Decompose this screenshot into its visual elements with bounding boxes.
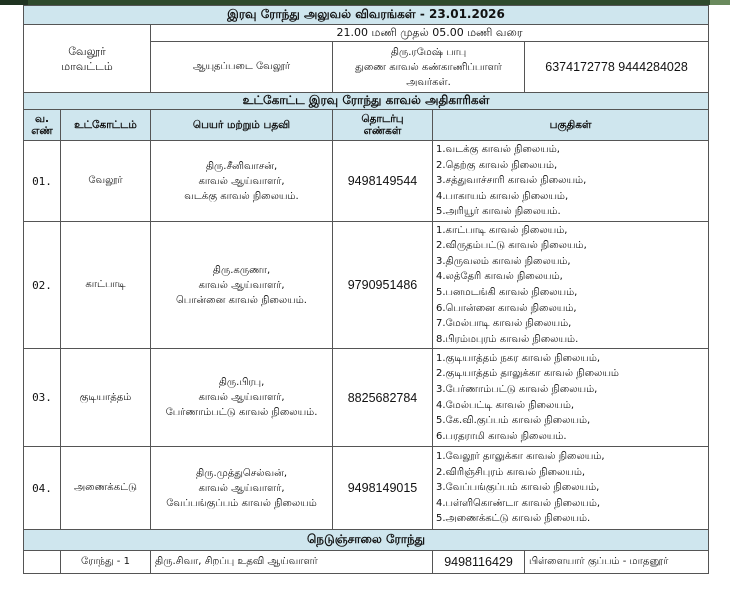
area-item: 3.பேர்ணாம்பட்டு காவல் நிலையம், [436,383,598,395]
area-item: 7.மேல்பாடி காவல் நிலையம், [436,318,572,330]
row-phone: 9790951486 [333,222,433,349]
row-officer-station: வடக்கு காவல் நிலையம். [184,190,299,202]
photo-strip-right [710,0,730,5]
time-range: 21.00 மணி முதல் 05.00 மணி வரை [151,25,709,42]
row-subdivision: அணைக்கட்டு [61,447,151,530]
col-sno-line1: வ. [34,113,50,125]
row-areas [433,447,709,530]
area-item: 5.கே.வி.குப்பம் காவல் நிலையம், [436,415,591,427]
time-row [24,25,709,42]
night-patrol-table [23,5,709,574]
row-sno: 02. [24,222,61,349]
row-subdivision: குடியாத்தம் [61,349,151,447]
row-officer [151,447,333,530]
area-item: 3.சத்துவாச்சாரி காவல் நிலையம், [436,175,587,187]
area-item: 4.பாகாயம் காவல் நிலையம், [436,190,569,202]
highway-title: நெடுஞ்சாலை ரோந்து [24,530,709,551]
district-cell [24,25,151,93]
highway-area: பிள்ளையார் குப்பம் - மாதனூர் [525,551,709,574]
row-officer-station: பொன்னை காவல் நிலையம். [175,294,307,306]
col-contact-line2: எண்கள் [363,125,402,137]
table-row [24,349,709,447]
officer-post: துணை காவல் கண்காணிப்பாளர் [355,61,502,73]
row-officer-post: காவல் ஆய்வாளர், [198,175,285,187]
row-areas [433,349,709,447]
col-areas: பகுதிகள் [433,110,709,141]
area-item: 5.பனமடங்கி காவல் நிலையம், [436,287,578,298]
row-sno: 04. [24,447,61,530]
area-item: 4.பள்ளிகொண்டா காவல் நிலையம், [436,497,601,509]
section-title: உட்கோட்ட இரவு ரோந்து காவல் அதிகாரிகள் [24,93,709,110]
column-header-row [24,110,709,141]
row-subdivision: காட்பாடி [61,222,151,349]
col-name-post: பெயர் மற்றும் பதவி [151,110,333,141]
district-name: வேலூர் [68,44,106,58]
row-officer-name: திரு.முத்துசெல்வன், [196,467,287,479]
page-title: இரவு ரோந்து அலுவல் விவரங்கள் - 23.01.2026 [24,6,709,25]
area-item: 4.லத்தேரி காவல் நிலையம், [436,271,563,283]
officer-name: திரு.ரமேஷ் பாபு [390,46,467,58]
area-item: 6.பரதராமி காவல் நிலையம். [436,430,567,442]
row-officer [151,349,333,447]
section-title-row [24,93,709,110]
highway-officer: திரு.சிவா, சிறப்பு உதவி ஆய்வாளர் [151,551,433,574]
officer-phones: 6374172778 9444284028 [525,42,709,93]
row-officer-name: திரு.பிரபு, [218,377,265,388]
area-item: 1.குடியாத்தம் நகர காவல் நிலையம், [436,352,601,364]
row-areas [433,222,709,349]
highway-label: ரோந்து - 1 [61,551,151,574]
col-sno [24,110,61,141]
row-phone: 9498149544 [333,141,433,222]
officer-unit: ஆயுதப்படை வேலூர் [151,42,333,93]
col-contact [333,110,433,141]
area-item: 4.மேல்பட்டி காவல் நிலையம், [436,399,575,411]
area-item: 1.வடக்கு காவல் நிலையம், [436,144,560,156]
highway-title-row [24,530,709,551]
row-officer-post: காவல் ஆய்வாளர், [198,392,285,403]
area-item: 1.வேலூர் தாலுக்கா காவல் நிலையம், [436,451,605,463]
highway-phone: 9498116429 [433,551,525,574]
area-item: 3.திருவலம் காவல் நிலையம், [436,255,571,267]
row-officer-station: வேப்பங்குப்பம் காவல் நிலையம் [166,497,317,509]
row-sno: 03. [24,349,61,447]
area-item: 5.அரியூர் காவல் நிலையம். [436,206,561,218]
col-contact-line1: தொடர்பு [361,113,404,125]
row-officer-post: காவல் ஆய்வாளர், [198,279,285,291]
row-officer-name: திரு.கருணா, [212,264,271,276]
row-phone: 8825682784 [333,349,433,447]
col-sno-line2: எண் [31,125,53,137]
row-subdivision: வேலூர் [61,141,151,222]
officer-name-cell [333,42,525,93]
title-row [24,6,709,25]
area-item: 2.குடியாத்தம் தாலுக்கா காவல் நிலையம் [436,368,619,380]
area-item: 5.அணைக்கட்டு காவல் நிலையம். [436,513,591,525]
row-officer-name: திரு.சீனிவாசன், [205,160,278,172]
table-row [24,222,709,349]
area-item: 8.பிரம்மபுரம் காவல் நிலையம். [436,333,579,345]
row-phone: 9498149015 [333,447,433,530]
area-item: 2.விருதம்பட்டு காவல் நிலையம், [436,240,587,252]
highway-row [24,551,709,574]
row-sno: 01. [24,141,61,222]
row-officer [151,141,333,222]
area-item: 3.வேப்பங்குப்பம் காவல் நிலையம், [436,482,600,494]
col-subdivision: உட்கோட்டம் [61,110,151,141]
area-item: 2.தெற்கு காவல் நிலையம், [436,159,558,171]
area-item: 6.பொன்னை காவல் நிலையம், [436,302,577,314]
highway-sno [24,551,61,574]
area-item: 2.விரிஞ்சிபுரம் காவல் நிலையம், [436,466,586,478]
table-row [24,141,709,222]
table-row [24,447,709,530]
district-label: மாவட்டம் [61,59,113,73]
row-officer-post: காவல் ஆய்வாளர், [198,482,285,494]
row-areas [433,141,709,222]
area-item: 1.காட்பாடி காவல் நிலையம், [436,224,568,236]
row-officer [151,222,333,349]
row-officer-station: பேர்ணாம்பட்டு காவல் நிலையம். [165,407,318,418]
officer-honorific: அவர்கள். [406,76,451,88]
